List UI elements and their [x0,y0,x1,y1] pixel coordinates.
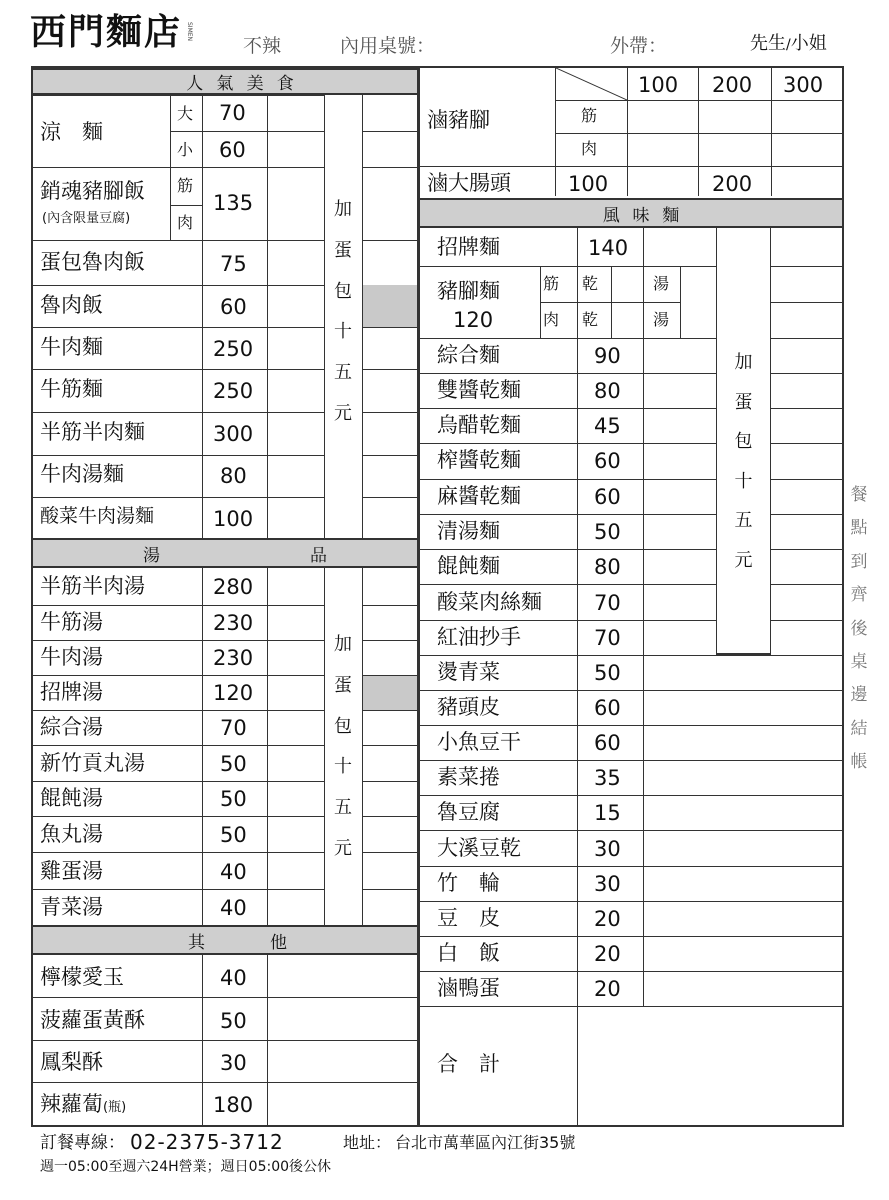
price-flavor: 60 [594,731,621,755]
price-xiaohun: 135 [213,191,254,215]
opt-soup: 湯 [653,310,670,329]
item-flavor: 雙醬乾麵 [437,378,521,402]
price-soup: 50 [220,787,247,811]
price-flavor: 50 [594,520,621,544]
item-soup: 綜合湯 [40,715,103,739]
shop-logo: 西門麵店 [30,11,183,53]
item-other: 鳳梨酥 [40,1050,103,1074]
item-flavor: 清湯麵 [437,519,500,543]
price-popular: 60 [220,295,247,319]
item-flavor: 紅油抄手 [437,625,521,649]
price-liang-mian-large: 70 [219,101,246,125]
price-popular: 300 [213,422,254,446]
item-soup: 青菜湯 [40,895,103,919]
item-soup: 雞蛋湯 [40,859,103,883]
sir-label: 先生 [750,33,786,54]
price-liang-mian-small: 60 [219,138,246,162]
total-label: 合 計 [437,1052,500,1076]
opt-tendon: 筋 [177,176,194,195]
size-small: 小 [177,140,194,159]
item-flavor: 豆 皮 [437,906,500,930]
price-soup: 230 [213,611,254,635]
price-flavor: 20 [594,977,621,1001]
price-flavor: 20 [594,907,621,931]
item-other: 檸檬愛玉 [40,965,124,989]
price-soup: 280 [213,575,254,599]
price-flavor: 35 [594,766,621,790]
price-flavor: 80 [594,379,621,403]
soup-section-header [33,538,417,568]
opt-tendon: 筋 [581,106,598,125]
item-popular: 酸菜牛肉湯麵 [40,505,155,527]
size-large: 大 [177,104,194,123]
item-popular: 牛肉麵 [40,335,103,359]
item-flavor: 榨醬乾麵 [437,448,521,472]
price-soup: 50 [220,752,247,776]
item-xiaohun-pork-rice: 銷魂豬腳飯 [40,179,145,203]
opt-meat: 肉 [543,310,560,329]
braised-col-300: 300 [783,73,824,97]
item-popular: 牛筋麵 [40,377,103,401]
price-signature-noodle: 140 [588,236,629,260]
item-flavor: 素菜捲 [437,765,500,789]
flavor-title: 風 味 麵 [602,205,680,226]
opt-tendon: 筋 [543,274,560,293]
price-soup: 70 [220,716,247,740]
popular-section-header [33,68,417,95]
item-other: 菠蘿蛋黃酥 [40,1008,145,1032]
item-pork-knuckle-noodle: 豬腳麵 [437,279,500,303]
price-popular: 250 [213,337,254,361]
item-soup: 魚丸湯 [40,822,103,846]
price-flavor: 60 [594,485,621,509]
soup-egg-note: 加 蛋 包 十 五 元 [334,633,352,860]
item-soup: 半筋半肉湯 [40,574,145,598]
price-soup: 230 [213,646,254,670]
item-soup: 牛肉湯 [40,645,103,669]
braised-col-100: 100 [638,73,679,97]
price-flavor: 70 [594,626,621,650]
price-flavor: 30 [594,837,621,861]
side-note: 餐 點 到 齊 後 桌 邊 結 帳 [850,485,868,772]
address-label: 地址： [343,1133,392,1152]
others-title: 其 他 [188,932,287,953]
item-braised-intestine: 滷大腸頭 [427,171,511,195]
opt-meat: 肉 [581,139,598,158]
item-popular: 魯肉飯 [40,293,103,317]
price-flavor: 30 [594,872,621,896]
item-flavor: 竹 輪 [437,871,500,895]
item-flavor: 滷鴨蛋 [437,976,500,1000]
customer-title [750,35,827,53]
price-popular: 100 [213,507,254,531]
item-flavor: 麻醬乾麵 [437,484,521,508]
price-soup: 50 [220,823,247,847]
item-popular: 牛肉湯麵 [40,462,124,486]
price-other: 30 [220,1051,247,1075]
header-diagonal-line [556,68,627,100]
item-flavor: 餛飩麵 [437,554,500,578]
price-flavor: 50 [594,661,621,685]
item-flavor: 豬頭皮 [437,695,500,719]
price-flavor: 90 [594,344,621,368]
item-flavor: 小魚豆干 [437,730,521,754]
item-unit: (瓶) [103,1100,127,1115]
item-flavor: 燙青菜 [437,660,500,684]
takeout-label: 外帶： [610,35,668,57]
address: 台北市萬華區內江街35號 [395,1133,576,1152]
item-braised-pork-knuckle: 滷豬腳 [427,108,490,132]
shop-logo-small: SIMEN [186,22,193,42]
item-flavor: 酸菜肉絲麵 [437,590,542,614]
price-other: 50 [220,1009,247,1033]
item-soup: 招牌湯 [40,680,103,704]
price-flavor: 15 [594,801,621,825]
item-flavor: 綜合麵 [437,343,500,367]
item-popular: 半筋半肉麵 [40,420,145,444]
price-flavor: 20 [594,942,621,966]
popular-title: 人 氣 美 食 [186,74,294,94]
item-xiaohun-note: (內含限量豆腐) [42,211,131,226]
price-soup: 40 [220,896,247,920]
opt-meat: 肉 [177,213,194,232]
opt-dry: 乾 [582,310,599,329]
opt-soup: 湯 [653,274,670,293]
phone-number: 02-2375-3712 [130,1130,284,1154]
price-flavor: 60 [594,449,621,473]
item-flavor: 白 飯 [437,941,500,965]
item-soup: 牛筋湯 [40,610,103,634]
item-signature-noodle: 招牌麵 [437,235,500,259]
price-flavor: 80 [594,555,621,579]
item-soup: 新竹貢丸湯 [40,751,145,775]
braised-col-200: 200 [712,73,753,97]
item-other: 辣蘿蔔(瓶) [40,1092,127,1116]
flavor-egg-note: 加 蛋 包 十 五 元 [734,352,753,571]
price-other: 40 [220,966,247,990]
price-flavor: 60 [594,696,621,720]
item-flavor: 大溪豆乾 [437,836,521,860]
price-soup: 40 [220,860,247,884]
price-soup: 120 [213,681,254,705]
title-separator: / [786,37,791,53]
item-popular: 蛋包魯肉飯 [40,250,145,274]
item-soup: 餛飩湯 [40,786,103,810]
price-intestine-100: 100 [568,172,609,196]
price-flavor: 70 [594,591,621,615]
soup-title: 湯 品 [143,545,327,566]
price-other: 180 [213,1093,254,1117]
price-popular: 250 [213,379,254,403]
opt-dry: 乾 [582,274,599,293]
others-section-header [33,925,417,955]
dine-in-table-label: 內用桌號： [340,35,436,57]
item-flavor: 魯豆腐 [437,800,500,824]
miss-label: 小姐 [790,33,827,54]
price-popular: 75 [220,252,247,276]
flavor-section-header [420,198,842,228]
business-hours: 週一05:00至週六24H營業；週日05:00後公休 [40,1159,332,1175]
item-liang-mian: 涼 麵 [40,120,103,144]
no-spicy-label: 不辣 [243,35,282,57]
popular-egg-note: 加 蛋 包 十 五 元 [334,198,352,425]
price-pork-knuckle-noodle: 120 [453,308,494,332]
price-popular: 80 [220,464,247,488]
price-intestine-200: 200 [712,172,753,196]
phone-label: 訂餐專線： [40,1133,125,1153]
price-flavor: 45 [594,414,621,438]
item-flavor: 烏醋乾麵 [437,413,521,437]
